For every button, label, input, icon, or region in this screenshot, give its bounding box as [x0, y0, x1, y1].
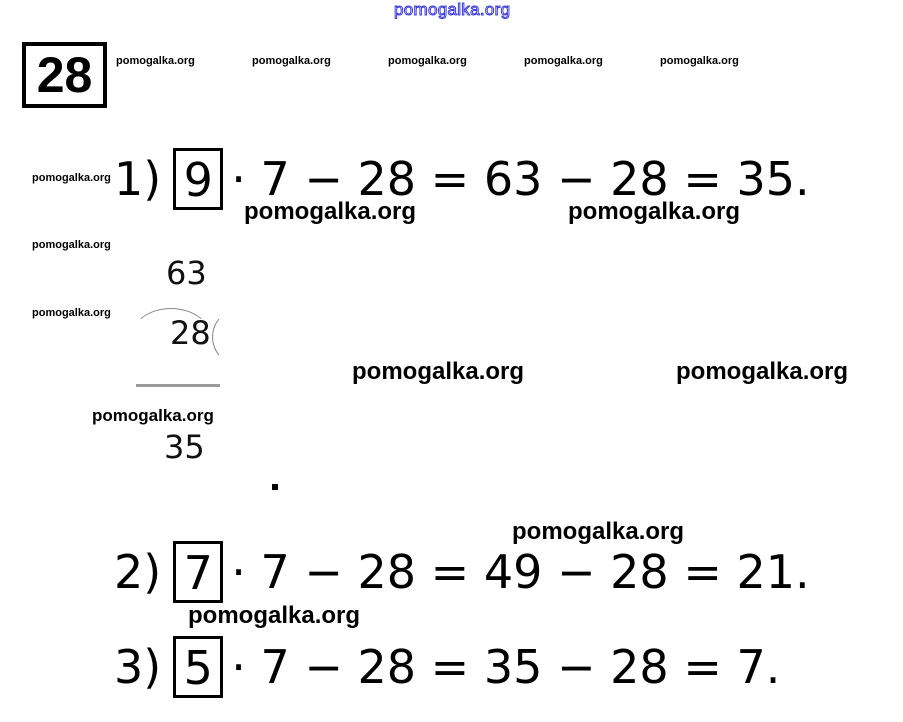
subtraction-line — [136, 384, 220, 387]
watermark-small: pomogalka.org — [32, 172, 111, 184]
watermark-large: pomogalka.org — [244, 198, 417, 225]
answer-box: 9 — [173, 148, 223, 210]
answer-box: 5 — [173, 636, 223, 698]
watermark-large: pomogalka.org — [512, 518, 685, 545]
watermark-small: pomogalka.org — [524, 55, 603, 67]
watermark-small: pomogalka.org — [116, 55, 195, 67]
difference: 35 — [164, 428, 205, 466]
equation-2 — [114, 541, 810, 603]
equation-expression: · 7 − 28 = 35 − 28 = 7. — [231, 640, 781, 694]
equation-expression: · 7 − 28 = 63 − 28 = 35. — [231, 152, 810, 206]
watermark-large: pomogalka.org — [676, 358, 849, 385]
watermark-large: pomogalka.org — [352, 358, 525, 385]
task-number-box — [22, 42, 107, 108]
minuend: 63 — [166, 254, 207, 292]
watermark-small: pomogalka.org — [388, 55, 467, 67]
equation-3 — [114, 636, 780, 698]
decorative-arc — [212, 312, 254, 362]
equation-label: 1) — [114, 152, 162, 206]
watermark-large: pomogalka.org — [568, 198, 741, 225]
subtrahend: 28 — [170, 314, 211, 352]
watermark-small: pomogalka.org — [32, 307, 111, 319]
watermark-small: pomogalka.org — [252, 55, 331, 67]
watermark-top[interactable]: pomogalka.org — [394, 0, 511, 19]
watermark-large: pomogalka.org — [188, 602, 361, 629]
equation-label: 2) — [114, 545, 162, 599]
equation-label: 3) — [114, 640, 162, 694]
watermark-small: pomogalka.org — [660, 55, 739, 67]
dot-mark — [272, 484, 278, 490]
answer-box: 7 — [173, 541, 223, 603]
equation-expression: · 7 − 28 = 49 − 28 = 21. — [231, 545, 810, 599]
task-number: 28 — [36, 47, 93, 103]
watermark-small: pomogalka.org — [32, 239, 111, 251]
watermark-medium: pomogalka.org — [92, 406, 214, 425]
